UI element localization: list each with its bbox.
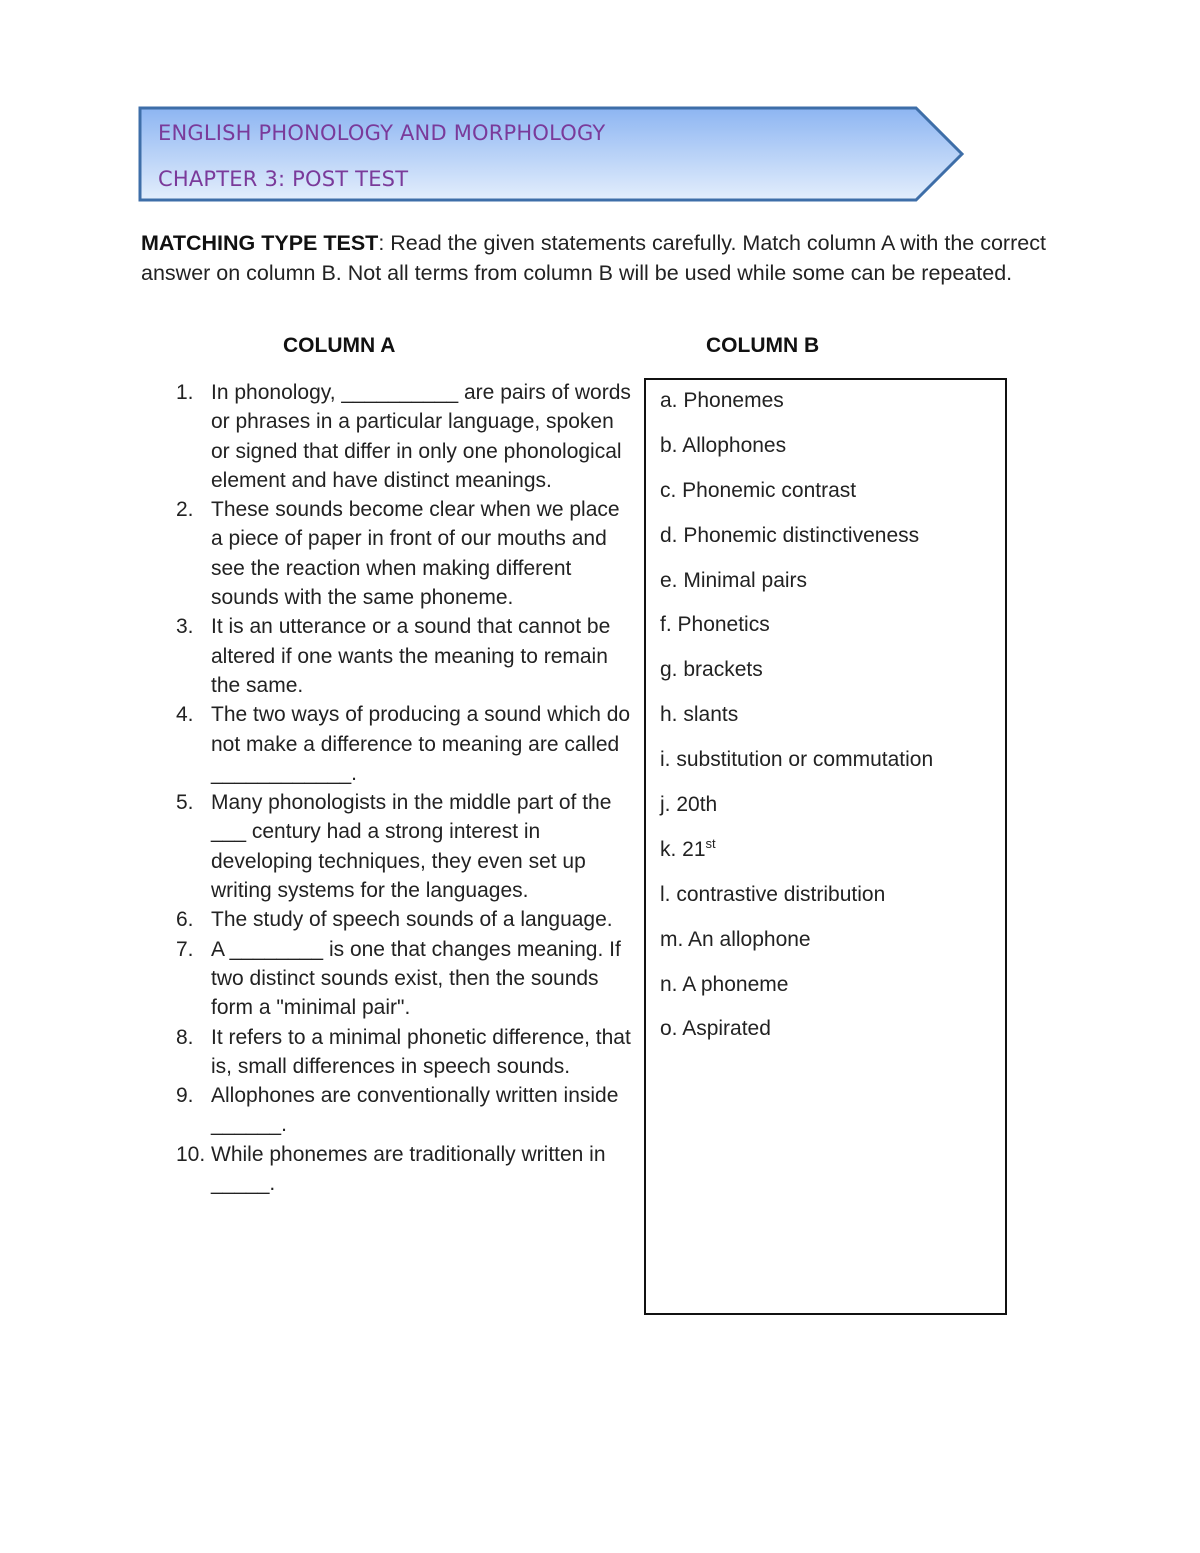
question-text: These sounds become clear when we place a piece of paper in front of our mouths and see the reaction when making different sounds with the same phoneme. (211, 498, 620, 610)
question-number: 1. (176, 381, 194, 404)
title-banner (138, 106, 968, 204)
answer-option (660, 791, 933, 836)
answer-option (660, 881, 933, 926)
question-text: In phonology, __________ are pairs of words or phrases in a particular language, spoken or signed that differ in only one phonological element and have distinct meanings. (211, 381, 631, 492)
answer-option-text: g. brackets (660, 658, 763, 682)
answer-option-text: j. 20th (660, 793, 718, 817)
column-b-heading: COLUMN B (706, 334, 820, 357)
column-a-heading: COLUMN A (283, 334, 396, 357)
column-a-list (176, 378, 636, 1198)
answer-option-text: d. Phonemic distinctiveness (660, 523, 920, 547)
question-item (176, 1023, 636, 1082)
answer-option-superscript: st (705, 835, 716, 851)
question-text: A ________ is one that changes meaning. If two distinct sounds exist, then the sounds form a "minimal pair". (211, 937, 621, 1020)
instructions-text: : Read the given statements carefully. Match column A with the correct answer on column B. Not all terms from column B will be used while some can be repeated. (141, 231, 1046, 285)
question-text: The study of speech sounds of a language. (211, 908, 613, 932)
instructions-label: MATCHING TYPE TEST (141, 231, 379, 255)
answer-option (660, 1015, 933, 1060)
answer-option-text: o. Aspirated (660, 1017, 771, 1041)
question-item (176, 495, 636, 612)
course-title: ENGLISH PHONOLOGY AND MORPHOLOGY (158, 121, 606, 145)
answer-option-text: e. Minimal pairs (660, 568, 808, 592)
question-item (176, 788, 636, 905)
answer-option (660, 701, 933, 746)
answer-option (660, 477, 933, 522)
question-text: It refers to a minimal phonetic difference, that is, small differences in speech sounds. (211, 1025, 631, 1078)
answer-option (660, 656, 933, 701)
answer-option (660, 387, 933, 432)
question-number: 2. (176, 498, 194, 522)
answer-option-text: k. 21 (660, 837, 706, 861)
question-text: It is an utterance or a sound that cannot be altered if one wants the meaning to remain the same. (211, 615, 611, 697)
question-number: 3. (176, 615, 194, 639)
question-number: 8. (176, 1025, 194, 1049)
answer-option (660, 432, 933, 477)
question-item (176, 1081, 636, 1140)
instructions (141, 229, 1046, 288)
question-number: 7. (176, 937, 194, 961)
question-number: 6. (176, 908, 194, 932)
question-text: While phonemes are traditionally written in _____. (211, 1142, 606, 1196)
answer-option (660, 746, 933, 791)
question-item (176, 700, 636, 788)
question-number: 5. (176, 791, 194, 815)
answer-option (660, 522, 933, 567)
answer-option-text: m. An allophone (660, 927, 811, 951)
answer-option-text: b. Allophones (660, 433, 787, 457)
question-item (176, 1140, 636, 1199)
question-number: 4. (176, 703, 194, 727)
question-text: Many phonologists in the middle part of the ___ century had a strong interest in developing techniques, they even set up writing systems for the languages. (211, 791, 612, 903)
answer-option-text: f. Phonetics (660, 613, 770, 637)
question-item (176, 612, 636, 700)
answer-option-text: i. substitution or commutation (660, 748, 934, 772)
question-item (176, 905, 636, 934)
question-number: 10. (176, 1142, 206, 1166)
answer-option-text: n. A phoneme (660, 972, 789, 996)
question-number: 9. (176, 1084, 194, 1108)
answer-option-text: l. contrastive distribution (660, 882, 886, 906)
answer-option (660, 971, 933, 1016)
answer-option (660, 836, 933, 881)
question-text: The two ways of producing a sound which do not make a difference to meaning are called ____________. (211, 703, 631, 785)
answer-option-text: c. Phonemic contrast (660, 478, 857, 502)
question-text: Allophones are conventionally written inside ______. (211, 1084, 619, 1137)
question-item (176, 378, 636, 495)
answer-option-text: a. Phonemes (660, 389, 784, 412)
question-item (176, 935, 636, 1023)
answer-option (660, 926, 933, 971)
answer-option (660, 567, 933, 612)
chapter-title: CHAPTER 3: POST TEST (158, 167, 409, 191)
column-b-list (660, 387, 933, 1060)
answer-option-text: h. slants (660, 703, 739, 727)
answer-option (660, 611, 933, 656)
